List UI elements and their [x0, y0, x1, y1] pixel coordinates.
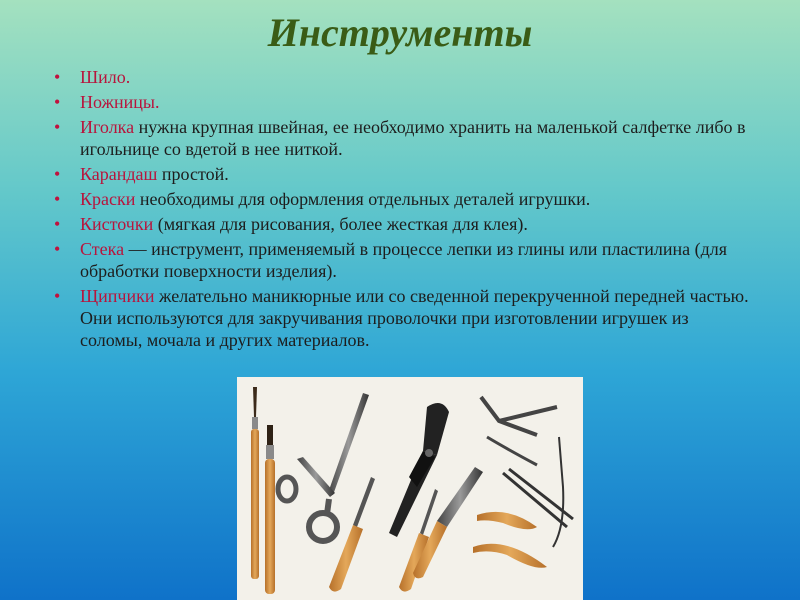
- bullet-icon: •: [54, 117, 61, 137]
- bullet-icon: •: [54, 214, 61, 234]
- list-item-keyword: Шило.: [80, 67, 131, 87]
- list-item-text: — инструмент, применяемый в процессе лепки из глины или пластилина (для обработки поверхности изделия).: [80, 239, 728, 281]
- list-item: [52, 238, 752, 282]
- list-item-keyword: Ножницы.: [80, 92, 160, 112]
- slide-title: Инструменты: [267, 10, 533, 55]
- brush-icon: [251, 387, 259, 579]
- list-item: [52, 188, 752, 210]
- list-item-text: желательно маникюрные или со сведенной перекрученной передней частью. Они используются для закручивания проволочки при изготовлении игрушек из соломы, мочала и других материалов.: [80, 286, 749, 350]
- list-item: [52, 66, 752, 88]
- modeling-stack-icon: [473, 512, 547, 568]
- list-item: [52, 285, 752, 351]
- list-item-keyword: Иголка: [80, 117, 135, 137]
- craft-tools-image: [237, 377, 583, 600]
- tools-bullet-list: [52, 66, 752, 354]
- list-item: [52, 116, 752, 160]
- bullet-icon: •: [54, 286, 61, 306]
- list-item-text: необходимы для оформления отдельных деталей игрушки.: [135, 189, 591, 209]
- bullet-icon: •: [54, 239, 61, 259]
- list-item-text: нужна крупная швейная, ее необходимо хранить на маленькой салфетке либо в игольнице со вдетой в нее ниткой.: [80, 117, 746, 159]
- list-item-keyword: Кисточки: [80, 214, 154, 234]
- list-item-text: простой.: [157, 164, 229, 184]
- list-item-keyword: Стека: [80, 239, 125, 259]
- nippers-icon: [481, 397, 557, 465]
- bullet-icon: •: [54, 189, 61, 209]
- knife-icon: [413, 467, 483, 578]
- list-item-keyword: Краски: [80, 189, 136, 209]
- craft-tools-illustration: [237, 377, 583, 600]
- list-item-keyword: Щипчики: [80, 286, 155, 306]
- list-item: [52, 91, 752, 113]
- list-item-keyword: Карандаш: [80, 164, 158, 184]
- list-item: [52, 213, 752, 235]
- bullet-icon: •: [54, 67, 61, 87]
- bullet-icon: •: [54, 164, 61, 184]
- bullet-icon: •: [54, 92, 61, 112]
- list-item-text: (мягкая для рисования, более жесткая для клея).: [153, 214, 528, 234]
- brush-icon: [265, 425, 275, 594]
- list-item: [52, 163, 752, 185]
